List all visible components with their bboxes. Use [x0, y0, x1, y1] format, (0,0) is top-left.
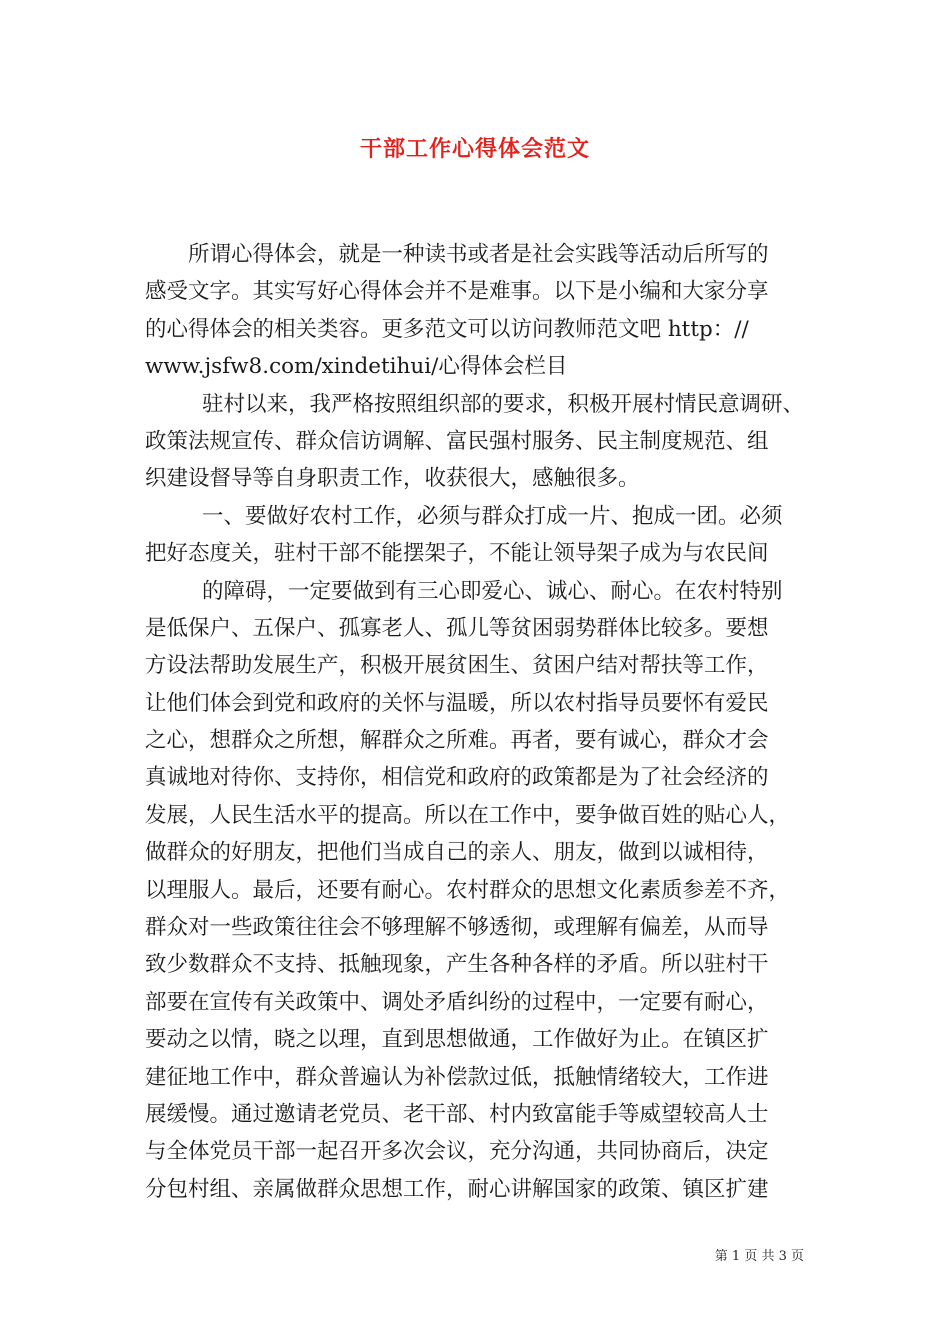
- text-line: 分包村组、亲属做群众思想工作，耐心讲解国家的政策、镇区扩建: [145, 1176, 769, 1202]
- text-line: 做群众的好朋友，把他们当成自己的亲人、朋友，做到以诚相待，: [145, 840, 769, 866]
- text-line: 群众对一些政策往往会不够理解不够透彻，或理解有偏差，从而导: [145, 915, 769, 941]
- text-line: 部要在宣传有关政策中、调处矛盾纠纷的过程中，一定要有耐心，: [145, 989, 769, 1015]
- text-line: 一、要做好农村工作，必须与群众打成一片、抱成一团。必须: [202, 503, 783, 529]
- document-title: 干部工作心得体会范文: [359, 136, 590, 162]
- text-line: 以理服人。最后，还要有耐心。农村群众的思想文化素质参差不齐，: [145, 877, 791, 903]
- text-line: 政策法规宣传、群众信访调解、富民强村服务、民主制度规范、组: [145, 428, 769, 454]
- text-line: 方设法帮助发展生产，积极开展贫困生、贫困户结对帮扶等工作，: [145, 653, 769, 679]
- text-line: 让他们体会到党和政府的关怀与温暖，所以农村指导员要怀有爱民: [145, 690, 769, 716]
- text-line: 所谓心得体会，就是一种读书或者是社会实践等活动后所写的: [188, 242, 769, 267]
- text-line: 织建设督导等自身职责工作，收获很大，感触很多。: [145, 466, 640, 492]
- page-number: 第 1 页 共 3 页: [714, 1249, 804, 1264]
- text-line: 的心得体会的相关类容。更多范文可以访问教师范文吧 http：//: [145, 316, 749, 342]
- text-line: 要动之以情，晓之以理，直到思想做通，工作做好为止。在镇区扩: [145, 1027, 769, 1053]
- text-line: 之心，想群众之所想，解群众之所难。再者，要有诚心，群众才会: [145, 728, 769, 754]
- text-line: 驻村以来，我严格按照组织部的要求，积极开展村情民意调研、: [202, 391, 805, 417]
- text-line: 把好态度关，驻村干部不能摆架子，不能让领导架子成为与农民间: [145, 541, 769, 567]
- text-line: 的障碍，一定要做到有三心即爱心、诚心、耐心。在农村特别: [202, 578, 783, 604]
- text-line: www.jsfw8.com/xindetihui/心得体会栏目: [145, 354, 568, 380]
- document-body: [145, 236, 813, 1208]
- text-line: 建征地工作中，群众普遍认为补偿款过低，抵触情绪较大，工作进: [145, 1064, 769, 1090]
- text-line: 发展，人民生活水平的提高。所以在工作中，要争做百姓的贴心人，: [145, 802, 791, 828]
- text-line: 致少数群众不支持、抵触现象，产生各种各样的矛盾。所以驻村干: [145, 952, 769, 978]
- text-line: 感受文字。其实写好心得体会并不是难事。以下是小编和大家分享: [145, 279, 769, 305]
- text-line: 与全体党员干部一起召开多次会议，充分沟通，共同协商后，决定: [145, 1139, 769, 1165]
- text-line: 展缓慢。通过邀请老党员、老干部、村内致富能手等威望较高人士: [145, 1101, 769, 1127]
- text-line: 真诚地对待你、支持你，相信党和政府的政策都是为了社会经济的: [145, 765, 769, 791]
- text-line: 是低保户、五保户、孤寡老人、孤儿等贫困弱势群体比较多。要想: [145, 615, 769, 641]
